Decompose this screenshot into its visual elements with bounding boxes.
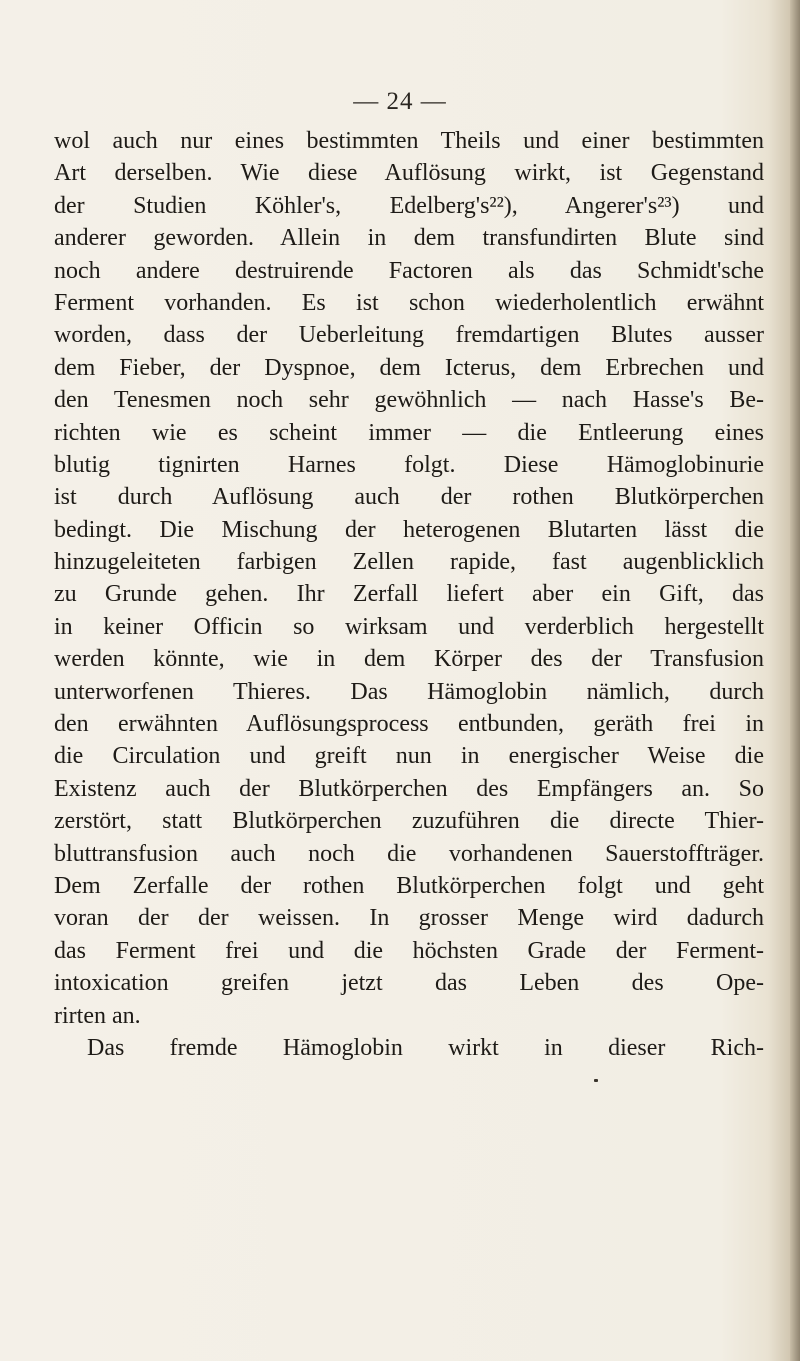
text-line: Ferment vorhanden. Es ist schon wiederholentlich erwähnt (54, 289, 764, 316)
text-line: anderer geworden. Allein in dem transfundirten Blute sind (54, 225, 764, 252)
text-line: die Circulation und greift nun in energischer Weise die (54, 743, 764, 770)
text-line: voran der der weissen. In grosser Menge wird dadurch (54, 905, 764, 932)
text-line: zu Grunde gehen. Ihr Zerfall liefert aber ein Gift, das (54, 581, 764, 608)
text-line: intoxication greifen jetzt das Leben des Ope- (54, 970, 764, 997)
text-line: in keiner Officin so wirksam und verderblich hergestellt (54, 613, 764, 640)
text-line: Art derselben. Wie diese Auflösung wirkt, ist Gegenstand (54, 160, 764, 187)
text-line: Existenz auch der Blutkörperchen des Empfängers an. So (54, 775, 764, 802)
text-line: rirten an. (54, 1002, 141, 1029)
text-line: werden könnte, wie in dem Körper des der Transfusion (54, 646, 764, 673)
text-line: den Tenesmen noch sehr gewöhnlich — nach Hasse's Be- (54, 387, 764, 414)
text-line: blutig tignirten Harnes folgt. Diese Hämoglobinurie (54, 451, 764, 478)
page-edge (790, 0, 800, 1361)
text-line: zerstört, statt Blutkörperchen zuzuführen die directe Thier- (54, 808, 764, 835)
text-line: noch andere destruirende Factoren als das Schmidt'sche (54, 257, 764, 284)
text-line: bluttransfusion auch noch die vorhandenen Sauerstoffträger. (54, 840, 764, 867)
text-line: den erwähnten Auflösungsprocess entbunden, geräth frei in (54, 711, 764, 738)
text-line: ist durch Auflösung auch der rothen Blutkörperchen (54, 484, 764, 511)
text-line: Dem Zerfalle der rothen Blutkörperchen folgt und geht (54, 872, 764, 899)
ink-speck (594, 1079, 598, 1082)
body-text (54, 125, 764, 1064)
text-line: das Ferment frei und die höchsten Grade der Ferment- (54, 937, 764, 964)
text-line: Das fremde Hämoglobin wirkt in dieser Rich- (87, 1034, 764, 1061)
text-line: richten wie es scheint immer — die Entleerung eines (54, 419, 764, 446)
text-line: worden, dass der Ueberleitung fremdartigen Blutes ausser (54, 322, 764, 349)
text-line: unterworfenen Thieres. Das Hämoglobin nämlich, durch (54, 678, 764, 705)
text-line: dem Fieber, der Dyspnoe, dem Icterus, dem Erbrechen und (54, 354, 764, 381)
text-line: der Studien Köhler's, Edelberg's²²), Angerer's²³) und (54, 192, 764, 219)
text-line: hinzugeleiteten farbigen Zellen rapide, fast augenblicklich (54, 549, 764, 576)
text-line: bedingt. Die Mischung der heterogenen Blutarten lässt die (54, 516, 764, 543)
text-line: wol auch nur eines bestimmten Theils und einer bestimmten (54, 128, 764, 154)
page-number: — 24 — (353, 88, 447, 115)
